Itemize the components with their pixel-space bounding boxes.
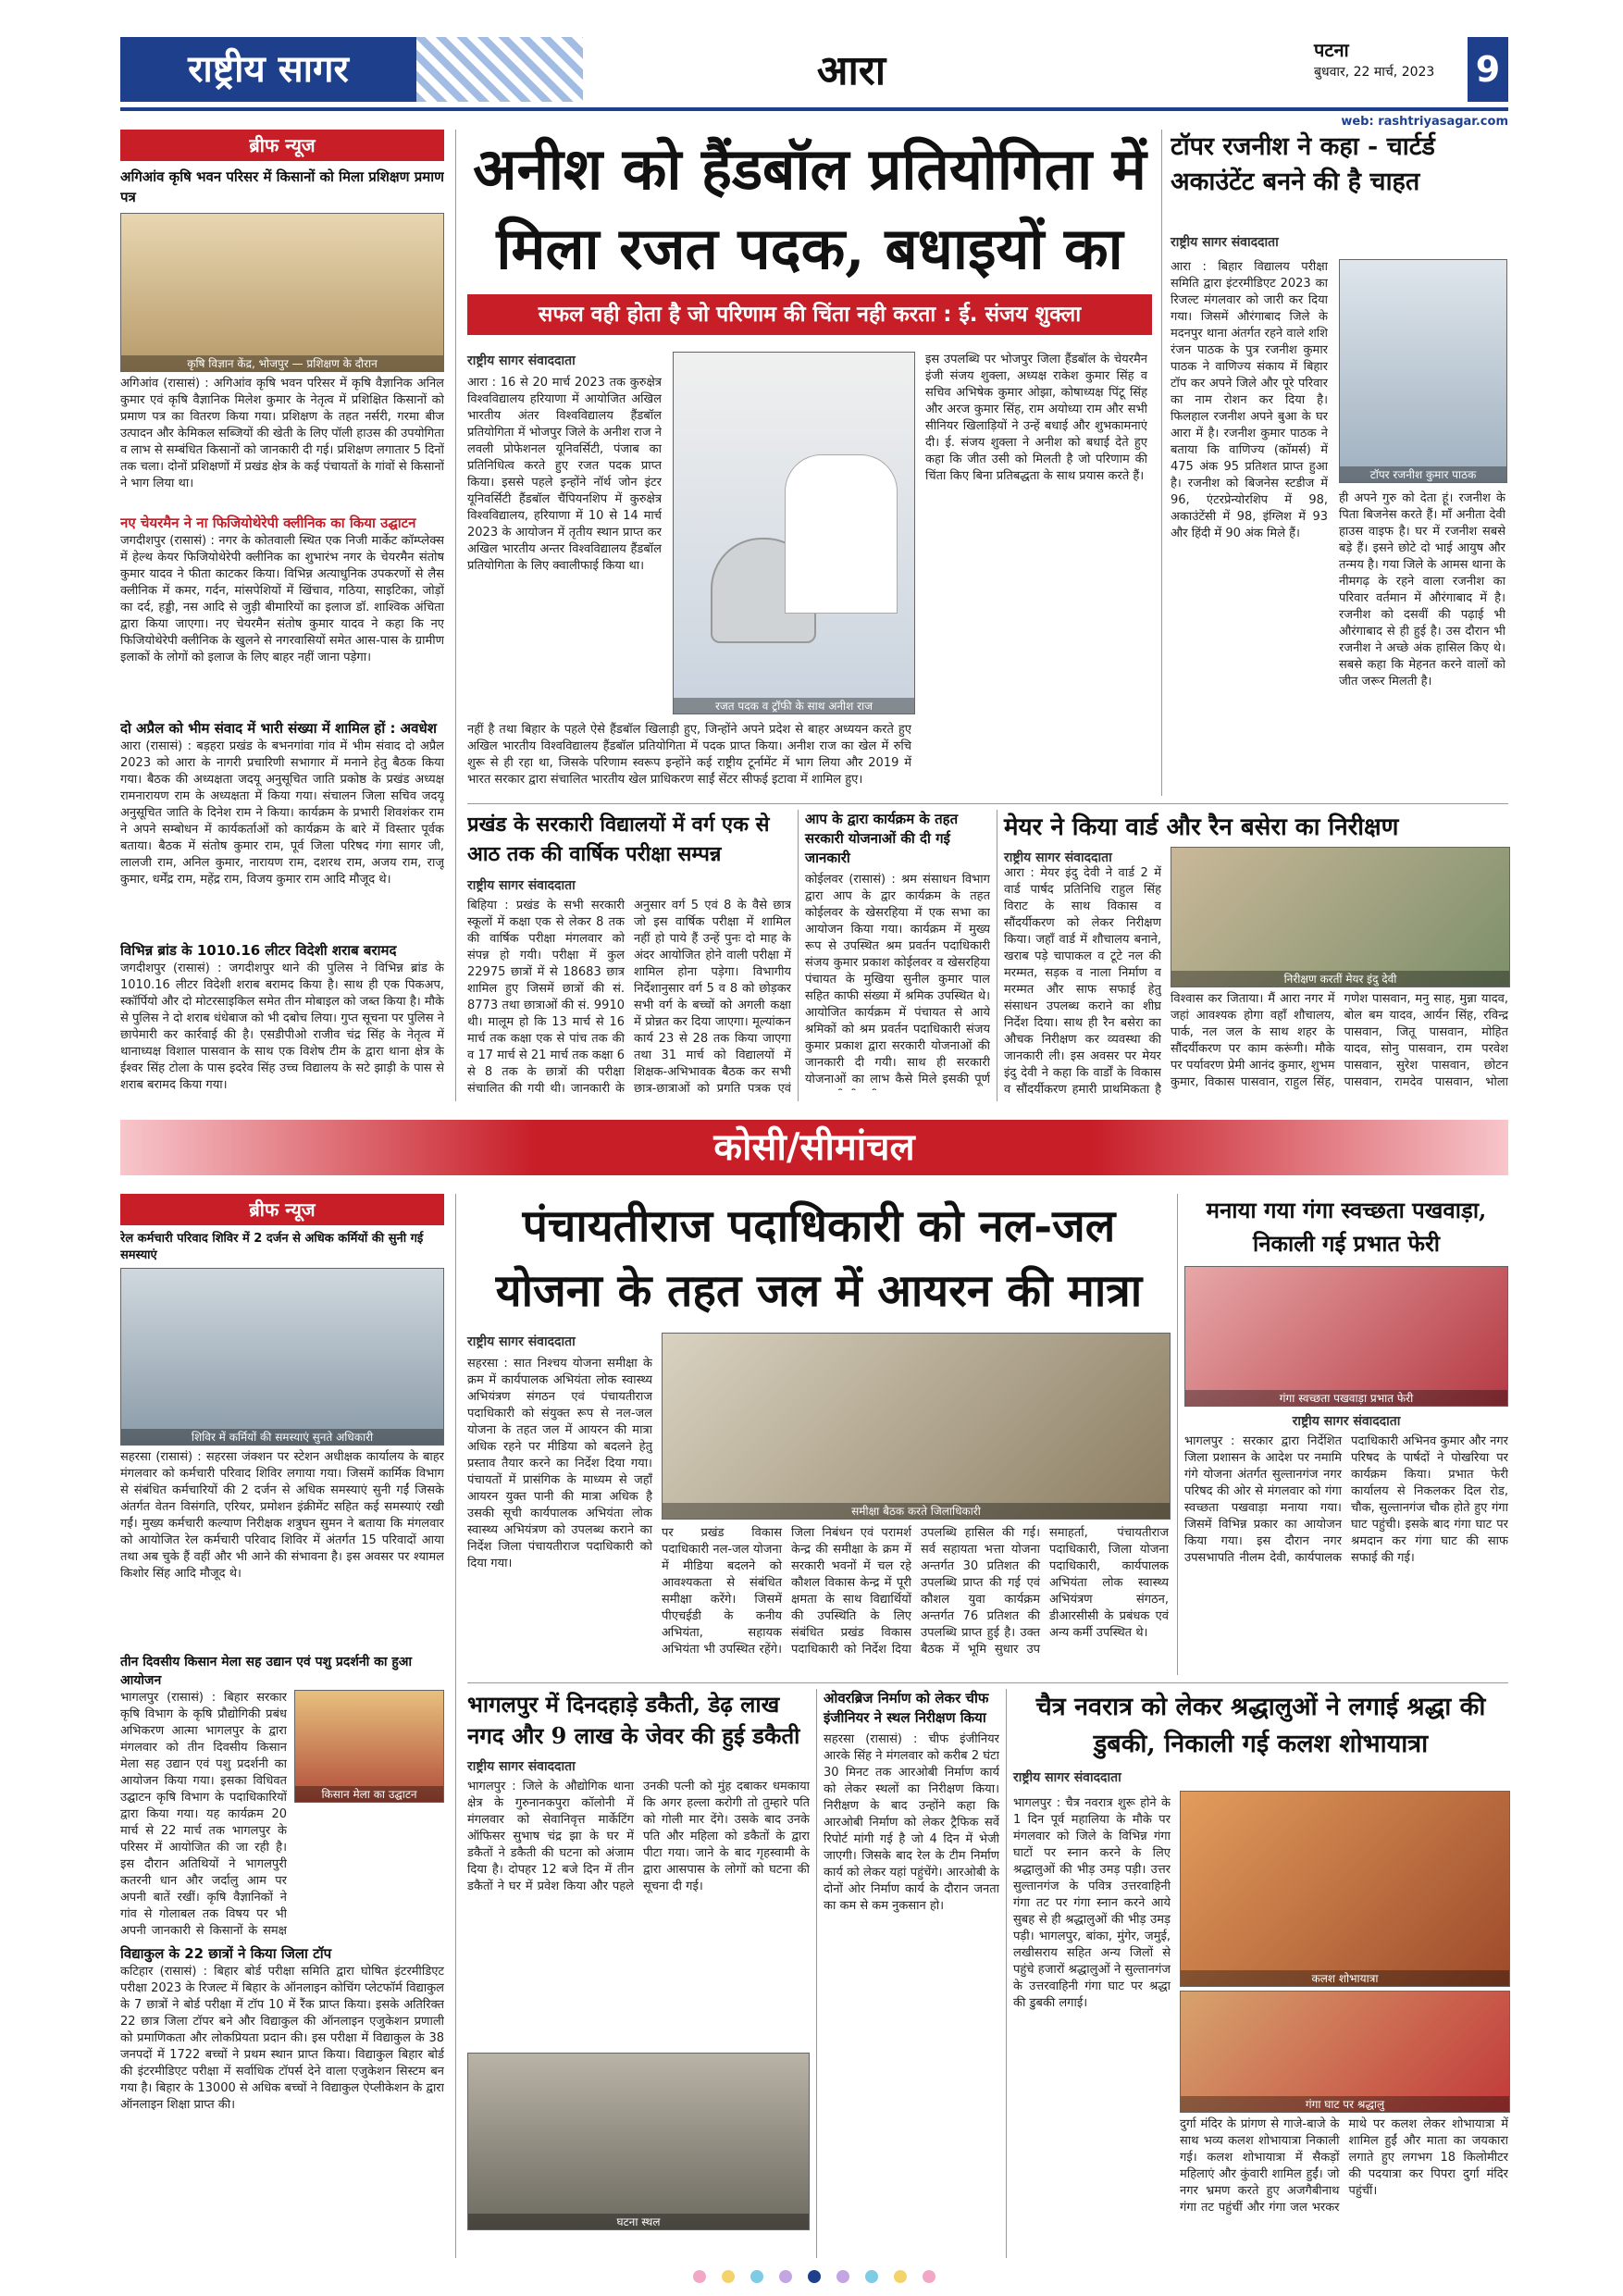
photo-caption: घटना स्थल: [468, 2214, 809, 2229]
brief-photo: [294, 1690, 444, 1803]
photo-caption: शिविर में कर्मियों की समस्याएं सुनते अधिकारी: [121, 1429, 443, 1445]
footer-dot: [693, 2270, 706, 2283]
story-text: आरा : 16 से 20 मार्च 2023 तक कुरुक्षेत्र विश्वविद्यालय हरियाणा में आयोजित अखिल भारतीय अंतर विश्वविद्यालय हैंडबॉल प्रतियोगिता में भोजपुर जिले के अनीश राज ने लवली प्रोफेशनल यूनिवर्सिटी, पंजाब का प्रतिनिधित्व करते हुए रजत पदक प्राप्त किया। इससे पहले इन्होंने नॉर्थ जोन इंटर यूनिवर्सिटी हैंडबॉल चैंपियनशिप में कुरुक्षेत्र विश्वविद्यालय, हरियाणा में 10 से 14 मार्च 2023 के आयोजन में तृतीय स्थान प्राप्त कर अखिल भारतीय अन्तर विश्वविद्यालय हैंडबॉल प्रतियोगिता के लिए क्वालीफाई किया था।: [467, 376, 662, 573]
byline: राष्ट्रीय सागर संवाददाता: [467, 354, 576, 368]
story-text: पर प्रखंड विकास पदाधिकारी नल-जल योजना में मीडिया बदलने को आवश्यकता से संबंधित समीक्षा करेंगे। जिसमें पीएचईडी के कनीय अभियंता, सहायक अभियंता भी उपस्थित रहेंगे। जिला निबंधन एवं परामर्श केन्द्र की समीक्षा के क्रम में सरकारी भवनों में चल रहे कौशल विकास केन्द्र में पूरी क्षमता के साथ विद्यार्थियों की उपस्थिति के लिए संबंधित प्रखंड विकास पदाधिकारी को निर्देश दिया: [662, 1526, 911, 1657]
exam-story: [467, 810, 791, 1101]
column-divider: [1006, 1689, 1007, 2258]
byline: राष्ट्रीय सागर संवाददाता: [467, 1334, 576, 1349]
byline: राष्ट्रीय सागर संवाददाता: [467, 1759, 576, 1774]
brief-photo: [120, 1268, 444, 1446]
jersey-graphic: [785, 454, 898, 614]
rob-story: [824, 1689, 999, 2258]
masthead: [120, 37, 1508, 129]
story-text: भागलपुर : जिले के औद्योगिक थाना क्षेत्र के गुरुनानकपुरा कॉलोनी में मंगलवार को सेवानिवृत्त मार्केटिंग ऑफिसर सुभाष चंद्र झा के घर में डकैतों ने डकैती की घटना को अंजाम दिया है। दोपहर 12 बजे दिन में तीन डकैतों ने घर में प्रवेश किया और पहले उनकी पत्नी को मुंह दबाकर धमकाया कि अगर हल्ला करोगी तो तुम्हारे पति को गोली मार देंगे। उसके बाद उनके पति और महिला को डकैतों के द्वारा पीटा गया। जाने के बाद गृहस्वामी के द्वारा आसपास के लोगों को घटना की सूचना दी गई।: [467, 1780, 810, 1893]
column-divider: [1161, 130, 1162, 796]
story-headline: चैत्र नवरात्र को लेकर श्रद्धालुओं ने लगाई श्रद्धा की डुबकी, निकाली गई कलश शोभायात्रा: [1035, 1693, 1486, 1758]
main-story: [467, 130, 1152, 796]
main-headline: अनीश को हैंडबॉल प्रतियोगिता में मिला रजत पदक, बधाइयों का: [473, 135, 1146, 282]
brief-headline: विद्याकुल के 22 छात्रों ने किया जिला टॉप: [120, 1945, 332, 1962]
masthead-rule: [120, 107, 1508, 111]
rally-photo: [1184, 1266, 1508, 1407]
footer-dot: [808, 2270, 821, 2283]
row-divider: [467, 803, 1508, 804]
brief-headline: तीन दिवसीय किसान मेला सह उद्यान एवं पशु प्रदर्शनी का हुआ आयोजन: [120, 1655, 413, 1688]
story-text: भागलपुर : सरकार द्वारा निर्देशित जिला प्रशासन के आदेश पर नमामि गंगे योजना अंतर्गत सुल्तानगंज नगर परिषद की ओर से मंगलवार को गंगा स्वच्छता पखवाड़ा मनाया गया। जिसमें विभिन्न प्रकार का आयोजन किया गया। इस दौरान नगर उपसभापति नीलम देवी, कार्यपालक पदाधिकारी अभिनव कुमार और नगर परिषद के पार्षदों ने पोखरिया पर कार्यक्रम किया। प्रभात फेरी कार्यालय से निकलकर दिल रोड, चौक, सुल्तानगंज चौक होते हुए गंगा घाट पहुंची। इसके बाद गंगा घाट पर श्रमदान कर गंगा घाट की साफ सफाई की गई।: [1184, 1434, 1508, 1565]
footer-dot: [722, 2270, 735, 2283]
byline: राष्ट्रीय सागर संवाददाता: [1004, 850, 1112, 865]
row-divider: [467, 1682, 1508, 1683]
story-text: विश्वास कर जिताया। मैं आरा नगर में जहां आवश्यक होगा वहाँ शौचालय, पार्क, नल जल के साथ शहर के सौंदर्यीकरण पर काम करूंगी। मौके पर पर्यावरण प्रेमी आनंद कुमार, शुभम कुमार, विकास पासवान, राहुल सिंह, गणेश पासवान, मनु साह, मुन्ना यादव, बोल बम यादव, आर्यन सिंह, रविन्द्र पासवान, जितू पासवान, मोहित यादव, सोनु पासवान, राम परवेश पासवान, सुरेश पासवान, छोटन पासवान, रामदेव पासवान, भोला: [1171, 992, 1508, 1089]
topper-story: [1171, 130, 1508, 796]
brief-photo: [120, 213, 444, 372]
story-text: बिहिया : प्रखंड के सभी सरकारी स्कूलों में कक्षा एक से लेकर 8 तक की वार्षिक परीक्षा मंगलवार को संपन्न हो गयी। परीक्षा में कुल 22975 छात्रों में से 18683 छात्र शामिल हुए जिसमें छात्रों की सं. 8773 तथा छात्राओं की सं. 9910 थी। मालूम हो कि 13 मार्च से 16 मार्च तक कक्षा एक से पांच तक की व 17 मार्च से 21 मार्च तक कक्षा 6 से 8 तक के छात्रों की परीक्षा संचालित की गयी थी। जानकारी के अनुसार वर्ग 5 एवं 8 के वैसे छात्र जो इस वार्षिक परीक्षा में शामिल नहीं हो पाये हैं उन्हें पुनः दो माह के अंदर आयोजित होने वाली परीक्षा में शामिल होना पड़ेगा। विभागीय निर्देशानुसार वर्ग 5 व 8 को छोड़कर सभी वर्ग के बच्चों को अगली कक्षा में प्रोन्नत कर दिया जाएगा। मूल्यांकन कार्य 23 से 28 तक किया जाएगा तथा 31 मार्च को विद्यालयों में शिक्षक-अभिभावक बैठक कर सभी छात्र-छात्राओं को प्रगति पत्रक एवं: [467, 899, 791, 1096]
brief-text: भागलपुर (रासासं) : बिहार सरकार कृषि विभाग के कृषि प्रौद्योगिकी प्रबंध अभिकरण आत्मा भागलपुर के द्वारा मंगलवार को तीन दिवसीय किसान मेला सह उद्यान एवं पशु प्रदर्शनी का आयोजन किया गया। इसका विधिवत उद्घाटन कृषि विभाग के पदाधिकारियों द्वारा किया गया। यह कार्यक्रम 20 मार्च से 22 मार्च तक भागलपुर के परिसर में आयोजित की जा रही है। इस दौरान अतिथियों ने भागलपुरी कतरनी धान और जर्दालु आम पर अपनी बातें रखीं। कृषि वैज्ञानिकों ने गांव से गोलाबल तक विषय पर भी अपनी जानकारी से किसानों के समक्ष: [120, 1691, 287, 1938]
brief-text: जगदीशपुर (रासासं) : नगर के कोतवाली स्थित एक निजी मार्केट कॉम्प्लेक्स में हेल्थ केयर फिजियोथेरेपी क्लीनिक का शुभारंभ नगर के चेयरमैन संतोष कुमार यादव ने फीता काटकर किया। विभिन्न अत्याधुनिक उपकरणों से लैस क्लीनिक में कमर, गर्दन, मांसपेशियों में खिंचाव, गठिया, साइटिका, जोड़ों का दर्द, हड्डी, नस आदि से जुड़ी बीमारियों का इलाज डॉ. शाश्विक अंचिता द्वारा किया जाएगा। नए चेयरमैन संतोष कुमार यादव ने कहा कि नए फिजियोथेरेपी क्लीनिक के खुलने से नगरवासियों समेत आस-पास के ग्रामीण इलाकों के लोगों को इलाज के लिए बाहर नहीं जाना पड़ेगा।: [120, 534, 444, 664]
dacoity-story: [467, 1689, 810, 2258]
footer-dot: [865, 2270, 878, 2283]
issue-date: बुधवार, 22 मार्च, 2023: [1314, 65, 1435, 80]
byline: राष्ट्रीय सागर संवाददाता: [1013, 1770, 1121, 1785]
page-number: 9: [1468, 37, 1508, 102]
byline: राष्ट्रीय सागर संवाददाता: [1292, 1414, 1401, 1429]
byline: राष्ट्रीय सागर संवाददाता: [467, 878, 576, 893]
story-text: उपलब्धि हासिल की गई। सर्व सहायता भत्ता योजना अन्तर्गत 30 प्रतिशत की उपलब्धि प्राप्त की गई एवं कौशल युवा कार्यक्रम अन्तर्गत 76 प्रतिशत की उपलब्धि प्राप्त हुई है। उक्त बैठक में भूमि सुधार उप समाहर्ता, पंचायतीराज पदाधिकारी, जिला योजना पदाधिकारी, कार्यपालक अभियंता लोक स्वास्थ्य अभियंत्रण संगठन, डीआरसीसी के प्रबंधक एवं अन्य कर्मी उपस्थित थे।: [921, 1526, 1169, 1657]
footer-dot: [894, 2270, 907, 2283]
brand-decoration: [416, 37, 583, 102]
brief-text: सहरसा (रासासं) : सहरसा जंक्शन पर स्टेशन अधीक्षक कार्यालय के बाहर मंगलवार को कर्मचारी परिवाद शिविर लगाया गया। जिसमें कार्मिक विभाग से संबंधित कर्मचारियों की 2 दर्जन से अधिक समस्याएं सुनी गईं जिसके अंतर्गत वेतन विसंगति, एरियर, प्रमोशन इंक्रीमेंट सहित कई समस्याएं रखी गईं। मुख्य कर्मचारी कल्याण निरीक्षक शत्रुघन सुमन ने बताया कि मंगलवार को आयोजित रेल कर्मचारी परिवाद शिविर में अंतर्गत 15 परिवादों आया तथा अब चुके हैं वहीं और भी आने की संभावना है। इस अवसर पर श्यामल किशोर सिंह आदि मौजूद थे।: [120, 1450, 444, 1581]
photo-caption: गंगा स्वच्छता पखवाड़ा प्रभात फेरी: [1185, 1390, 1507, 1406]
ganga-story: [1184, 1194, 1508, 1675]
brief-title: ब्रीफ न्यूज: [120, 130, 444, 161]
brief-text: आरा (रासासं) : बड़हरा प्रखंड के बभनगांवा गांव में भीम संवाद दो अप्रैल 2023 को आरा के नागरी प्रचारिणी सभागार में मनाने हेतु बैठक किया गया। बैठक की अध्यक्षता जदयू अनुसूचित जाति प्रकोष्ठ के प्रखंड अध्यक्ष रामनारायण राम के अध्यक्षता में किया गया। संचालन जिला सचिव जदयू अनुसूचित जाति के दिनेश राम ने किया। कार्यक्रम के प्रभारी शिवशंकर राम ने अपने सम्बोधन में कार्यकर्ताओं को कार्यक्रम के बारे में विस्तार पूर्वक बताया। बैठक में संतोष कुमार राम, पूर्व जिला परिषद गंगा सागर जी, लालजी राम, अनिल कुमार, नारायण राम, दशरथ राम, अजय राम, राजू कुमार, धर्मेंद्र राम, महेंद्र राम, विजय कुमार राम आदि मौजूद थे।: [120, 739, 444, 887]
photo-caption: कलश शोभायात्रा: [1181, 1970, 1509, 1986]
column-divider: [816, 1689, 817, 2258]
story-headline: मेयर ने किया वार्ड और रैन बसेरा का निरीक्षण: [1004, 813, 1399, 841]
section-title: कोसी/सीमांचल: [713, 1125, 915, 1169]
column-divider: [798, 810, 799, 1101]
photo-caption: टॉपर रजनीश कुमार पाठक: [1340, 466, 1506, 482]
website-link[interactable]: web: rashtriyasagar.com: [1341, 115, 1508, 129]
story-text: कोईलवर (रासासं) : श्रम संसाधन विभाग द्वारा आप के द्वार कार्यक्रम के तहत कोईलवर के खेसरहिया में एक सभा का आयोजन किया गया। कार्यक्रम में मुख्य रूप से उपस्थित श्रम प्रवर्तन पदाधिकारी संजय कुमार प्रकाश कोईलवर व खेसरहिया पंचायत के मुखिया सुनील कुमार पाल सहित काफी संख्या में श्रमिक उपस्थित थे। आयोजित कार्यक्रम में पंचायत से आये श्रमिकों को श्रम प्रवर्तन पदाधिकारी संजय कुमार प्रकाश द्वारा सरकारी योजनाओं की जानकारी दी गयी। साथ ही सरकारी योजनाओं का लाभ कैसे मिले इसकी पूर्ण: [805, 873, 990, 1086]
footer-dot: [779, 2270, 792, 2283]
meeting-photo: [662, 1333, 1171, 1520]
photo-caption: किसान मेला का उद्घाटन: [295, 1786, 443, 1802]
main-quote-bar: सफल वही होता है जो परिणाम की चिंता नही करता : ई. संजय शुक्ला: [467, 294, 1152, 335]
column-divider: [455, 1194, 456, 2258]
footer-decoration: [120, 2269, 1508, 2288]
footer-dot: [750, 2270, 763, 2283]
brief-column-top: [120, 130, 444, 1101]
crime-photo: [467, 2053, 810, 2230]
story-text: इस उपलब्धि पर भोजपुर जिला हैंडबॉल के चेयरमैन इंजी संजय शुक्ला, अध्यक्ष राकेश कुमार सिंह व सचिव अभिषेक कुमार ओझा, कोषाध्यक्ष पिंटू सिंह और अरज कुमार सिंह, राम अयोध्या राम और सभी सीनियर खिलाड़ियों ने उन्हें बधाई और शुभकामनाएं दी। ई. संजय शुक्ला ने अनीश को बधाई देते हुए कहा कि जीत उसी को मिलती है जो परिणाम की चिंता किए बिना प्रतिबद्धता के साथ प्रयास करते हैं।: [925, 353, 1147, 483]
photo-caption: निरीक्षण करतीं मेयर इंदु देवी: [1171, 971, 1509, 987]
story-headline: भागलपुर में दिनदहाड़े डकैती, डेढ़ लाख नगद और 9 लाख के जेवर की हुई डकैती: [467, 1691, 800, 1749]
story-headline: ओवरब्रिज निर्माण को लेकर चीफ इंजीनियर ने स्थल निरीक्षण किया: [824, 1690, 989, 1726]
photo-caption: गंगा घाट पर श्रद्धालु: [1181, 2096, 1509, 2112]
edition-name: पटना: [1314, 39, 1349, 61]
story-headline: प्रखंड के सरकारी विद्यालयों में वर्ग एक से आठ तक की वार्षिक परीक्षा सम्पन्न: [467, 813, 770, 866]
brief-text: अगिआंव (रासासं) : अगिआंव कृषि भवन परिसर में कृषि वैज्ञानिक अनिल कुमार एवं कृषि वैज्ञानिक मिलेश कुमार के नेतृत्व में प्रशिक्षित किसानों को प्रमाण पत्र का वितरण किया गया। प्रशिक्षण के तहत नर्सरी, गरमा बीज उत्पादन और केमिकल सब्जियों की खेती के लिए पॉली हाउस की उपयोगिता व लाभ से सम्बंधित किसानों को जानकारी दी गई। प्रशिक्षण लगातार 5 दिनों तक चला। दोनों प्रशिक्षणों में प्रखंड क्षेत्र के कई पंचायतों के गांवों से किसानों ने भाग लिया था।: [120, 377, 444, 490]
story-headline: टॉपर रजनीश ने कहा - चार्टर्ड अकाउंटेंट बनने की है चाहत: [1171, 132, 1435, 196]
story-text: सहरसा : सात निश्चय योजना समीक्षा के क्रम में कार्यपालक अभियंता लोक स्वास्थ्य अभियंत्रण संगठन एवं पंचायतीराज पदाधिकारी को संयुक्त रूप से नल-जल योजना के तहत जल में आयरन की मात्रा अधिक रहने पर मीडिया को बदलने हेतु प्रस्ताव तैयार करने का निर्देश दिया गया। पंचायतों में प्रासंगिक के माध्यम से जहाँ आयरन युक्त पानी की मात्रा अधिक है उसकी सूची कार्यपालक अभियंता लोक स्वास्थ्य अभियंत्रण को उपलब्ध कराने का निर्देश जिला पंचायतीराज पदाधिकारी को दिया गया।: [467, 1357, 652, 1570]
story-text: आरा : मेयर इंदु देवी ने वार्ड 2 में वार्ड पार्षद प्रतिनिधि राहुल सिंह विराट के साथ विकास व सौंदर्यीकरण को लेकर निरीक्षण किया। जहाँ वार्ड में शौचालय बनाने, खराब पड़े चापाकल व टूटे नल की मरम्मत, सड़क व नाला निर्माण व मरम्मत और साफ सफाई हेतु संसाधन उपलब्ध कराने का शीघ्र निर्देश दिया। साथ ही रैन बसेरा का औचक निरीक्षण कर व्यवस्था की जानकारी ली। इस अवसर पर मेयर इंदु देवी ने कहा कि वार्डों के विकास व सौंदर्यीकरण हमारी प्राथमिकता है: [1004, 866, 1161, 1097]
photo-caption: रजत पदक व ट्रॉफी के साथ अनीश राज: [674, 698, 914, 714]
byline: राष्ट्रीय सागर संवाददाता: [1171, 235, 1279, 250]
story-headline: मनाया गया गंगा स्वच्छता पखवाड़ा, निकाली गई प्रभात फेरी: [1206, 1197, 1487, 1257]
photo-caption: समीक्षा बैठक करते जिलाधिकारी: [663, 1503, 1170, 1519]
nal-jal-story: [467, 1194, 1171, 1675]
brief-headline: नए चेयरमैन ने ना फिजियोथेरेपी क्लीनिक का किया उद्घाटन: [120, 515, 416, 531]
photo-caption: कृषि विज्ञान केंद्र, भोजपुर — प्रशिक्षण के दौरान: [121, 355, 443, 371]
brief-headline: रेल कर्मचारी परिवाद शिविर में 2 दर्जन से अधिक कर्मियों की सुनी गई समस्याएं: [120, 1232, 424, 1262]
story-text: आरा : बिहार विद्यालय परीक्षा समिति द्वारा इंटरमीडिएट 2023 का रिजल्ट मंगलवार को जारी कर दिया गया। जिसमें औरंगाबाद जिले के मदनपुर थाना अंतर्गत रहने वाले शशि रंजन पाठक के पुत्र रजनीश कुमार पाठक ने वाणिज्य संकाय में बिहार टॉप कर अपने जिले और पूरे परिवार का नाम रोशन कर दिया है। फिलहाल रजनीश अपने बुआ के घर आरा में है। रजनीश कुमार पाठक ने बताया कि वाणिज्य (कॉमर्स) में 475 अंक 95 प्रतिशत प्राप्त हुआ है। रजनीश को बिजनेस स्टडीज में 96, एंटरप्रेन्योरशिप में 98, अकाउंटेंसी में 98, इंग्लिश में 93 और हिंदी में 90 अंक मिले हैं।: [1171, 260, 1328, 540]
brief-headline: दो अप्रैल को भीम संवाद में भारी संख्या में शामिल हों : अवधेश: [120, 720, 437, 737]
brief-text: कटिहार (रासासं) : बिहार बोर्ड परीक्षा समिति द्वारा घोषित इंटरमीडिएट परीक्षा 2023 के रिजल्ट में बिहार के ऑनलाइन कोचिंग प्लेटफॉर्म विद्याकुल के 7 छात्रों ने बोर्ड परीक्षा में टॉप 10 में रैंक प्राप्त किया। इसके अतिरिक्त 22 छात्र जिला टॉपर बने और विद्याकुल की ऑनलाइन एजुकेशन प्रणाली को प्रमाणिकता और लोकप्रियता प्रदान की। इस परीक्षा में विद्याकुल के 38 जनपदों में 1722 बच्चों ने प्रथम स्थान प्राप्त किया। विद्याकुल बिहार बोर्ड की इंटरमीडिएट परीक्षा में सर्वाधिक टॉपर्स देने वाला एजुकेशन सिस्टम बन गया है। बिहार के 13000 से अधिक बच्चों ने विद्याकुल ऐप्लीकेशन के द्वारा ऑनलाइन शिक्षा प्राप्त की।: [120, 1965, 444, 2112]
brief-headline: विभिन्न ब्रांड के 1010.16 लीटर विदेशी शराब बरामद: [120, 942, 397, 959]
story-text: दुर्गा मंदिर के प्रांगण से गाजे-बाजे के साथ भव्य कलश शोभायात्रा निकाली गई। कलश शोभायात्रा में सैकड़ों महिलाएं और कुंवारी शामिल हुईं। जो नगर भ्रमण करते हुए अजगैबीनाथ गंगा तट पहुंचीं और गंगा जल भरकर माथे पर कलश लेकर शोभायात्रा में शामिल हुईं और माता का जयकारा लगाते हुए लगभग 18 किलोमीटर की पदयात्रा कर पिपरा दुर्गा मंदिर पहुंचीं।: [1180, 2117, 1508, 2215]
mayor-photo: [1171, 847, 1510, 987]
footer-dot: [836, 2270, 849, 2283]
story-text: भागलपुर : चैत्र नवरात्र शुरू होने के 1 दिन पूर्व महालिया के मौके पर मंगलवार को जिले के विभिन्न गंगा घाटों पर स्नान करने के लिए श्रद्धालुओं की भीड़ उमड़ पड़ी। उत्तर सुल्तानगंज के पवित्र उत्तरवाहिनी गंगा तट पर गंगा स्नान करने आये सुबह से ही श्रद्धालुओं की भीड़ उमड़ पड़ी। भागलपुर, बांका, मुंगेर, जमुई, लखीसराय सहित अन्य जिलों से पहुंचे हजारों श्रद्धालुओं ने सुल्तानगंज के उत्तरवाहिनी गंगा घाट पर श्रद्धा की डुबकी लगाई।: [1013, 1796, 1171, 2010]
footer-dot: [923, 2270, 935, 2283]
labour-story: [805, 810, 990, 1101]
column-divider: [1177, 1194, 1178, 1675]
navratra-story: [1013, 1689, 1508, 2258]
column-divider: [455, 130, 456, 1101]
brief-column-bottom: [120, 1194, 444, 2258]
mayor-story: [1004, 810, 1508, 1101]
story-text: नहीं है तथा बिहार के पहले ऐसे हैंडबॉल खिलाड़ी हुए, जिन्होंने अपने प्रदेश से बाहर अध्ययन करते हुए अखिल भारतीय विश्वविद्यालय हैंडबॉल प्रतियोगिता में पदक प्राप्त किया। अनीश राज का खेल में रुचि शुरू से ही रहा था, जिसके परिणाम स्वरूप इन्होंने कई राष्ट्रीय टूर्नामेंट में भाग लिया और 2019 में भारत सरकार द्वारा संचालित भारतीय खेल प्राधिकरण साईं सेंटर सीफई इटावा में शामिल हुए।: [467, 723, 911, 787]
story-text: सहरसा (रासासं) : चीफ इंजीनियर आरके सिंह ने मंगलवार को करीब 2 घंटा 30 मिनट तक आरओबी निर्माण कार्य को लेकर स्थलों का निरीक्षण किया। निरीक्षण के बाद उन्होंने कहा कि आरओबी निर्माण को लेकर ट्रैफिक सर्वे रिपोर्ट मांगी गई है जो 4 दिन में भेजी जाएगी। जिसके बाद रेल के टीम निर्माण कार्य को लेकर यहां पहुंचेंगे। आरओबी के दोनों ओर निर्माण कार्य के दौरान जनता का कम से कम नुकसान हो।: [824, 1732, 999, 1913]
kalash-photo: [1180, 1791, 1510, 1987]
athlete-photo: [673, 352, 915, 714]
story-text: ही अपने गुरु को देता हूं। रजनीश के पिता बिजनेस करते हैं। माँ अनीता देवी हाउस वाइफ है। घर में रजनीश सबसे बड़े हैं। इसने छोटे दो भाई आयुष और तन्मय है। गया जिले के आमस थाना के नीमगढ़ के रहने वाला रजनीश का परिवार वर्तमान में औरंगाबाद में है। रजनीश को दसवीं की पढ़ाई भी औरंगाबाद से ही हुई है। उस दौरान भी रजनीश ने अच्छे अंक हासिल किए थे। सबसे कहा कि मेहनत करने वालों को जीत जरूर मिलती है।: [1339, 491, 1505, 689]
city-title: आरा: [816, 47, 886, 94]
topper-photo: [1339, 259, 1507, 483]
story-headline: आप के द्वारा कार्यक्रम के तहत सरकारी योजनाओं की दी गई जानकारी: [805, 811, 959, 866]
brand-logo: राष्ट्रीय सागर: [120, 37, 416, 102]
brief-headline: अगिआंव कृषि भवन परिसर में किसानों को मिला प्रशिक्षण प्रमाण पत्र: [120, 168, 444, 205]
brief-text: जगदीशपुर (रासासं) : जगदीशपुर थाने की पुलिस ने विभिन्न ब्रांड के 1010.16 लीटर विदेशी शराब बरामद किया है। साथ ही एक पिकअप, स्कॉर्पियो और दो मोटरसाइकिल समेत तीन मोबाइल को जब्त किया है। मौके से पुलिस ने दो शराब धंधेबाज को भी दबोच लिया। गुप्त सूचना पर पुलिस ने छापेमारी कर कार्रवाई की है। एसडीपीओ राजीव चंद्र सिंह के नेतृत्व में थानाध्यक्ष विशाल पासवान के साथ एक विशेष टीम के द्वारा थाना क्षेत्र के ईश्वर सिंह टोला के पास इदरेव सिंह उच्च विद्यालय के सटे झाड़ी के पास से शराब बरामद किया गया।: [120, 962, 444, 1092]
brief-title: ब्रीफ न्यूज: [120, 1194, 444, 1225]
main-headline: पंचायतीराज पदाधिकारी को नल-जल योजना के तहत जल में आयरन की मात्रा: [495, 1200, 1143, 1317]
ghat-photo: [1180, 1991, 1510, 2113]
